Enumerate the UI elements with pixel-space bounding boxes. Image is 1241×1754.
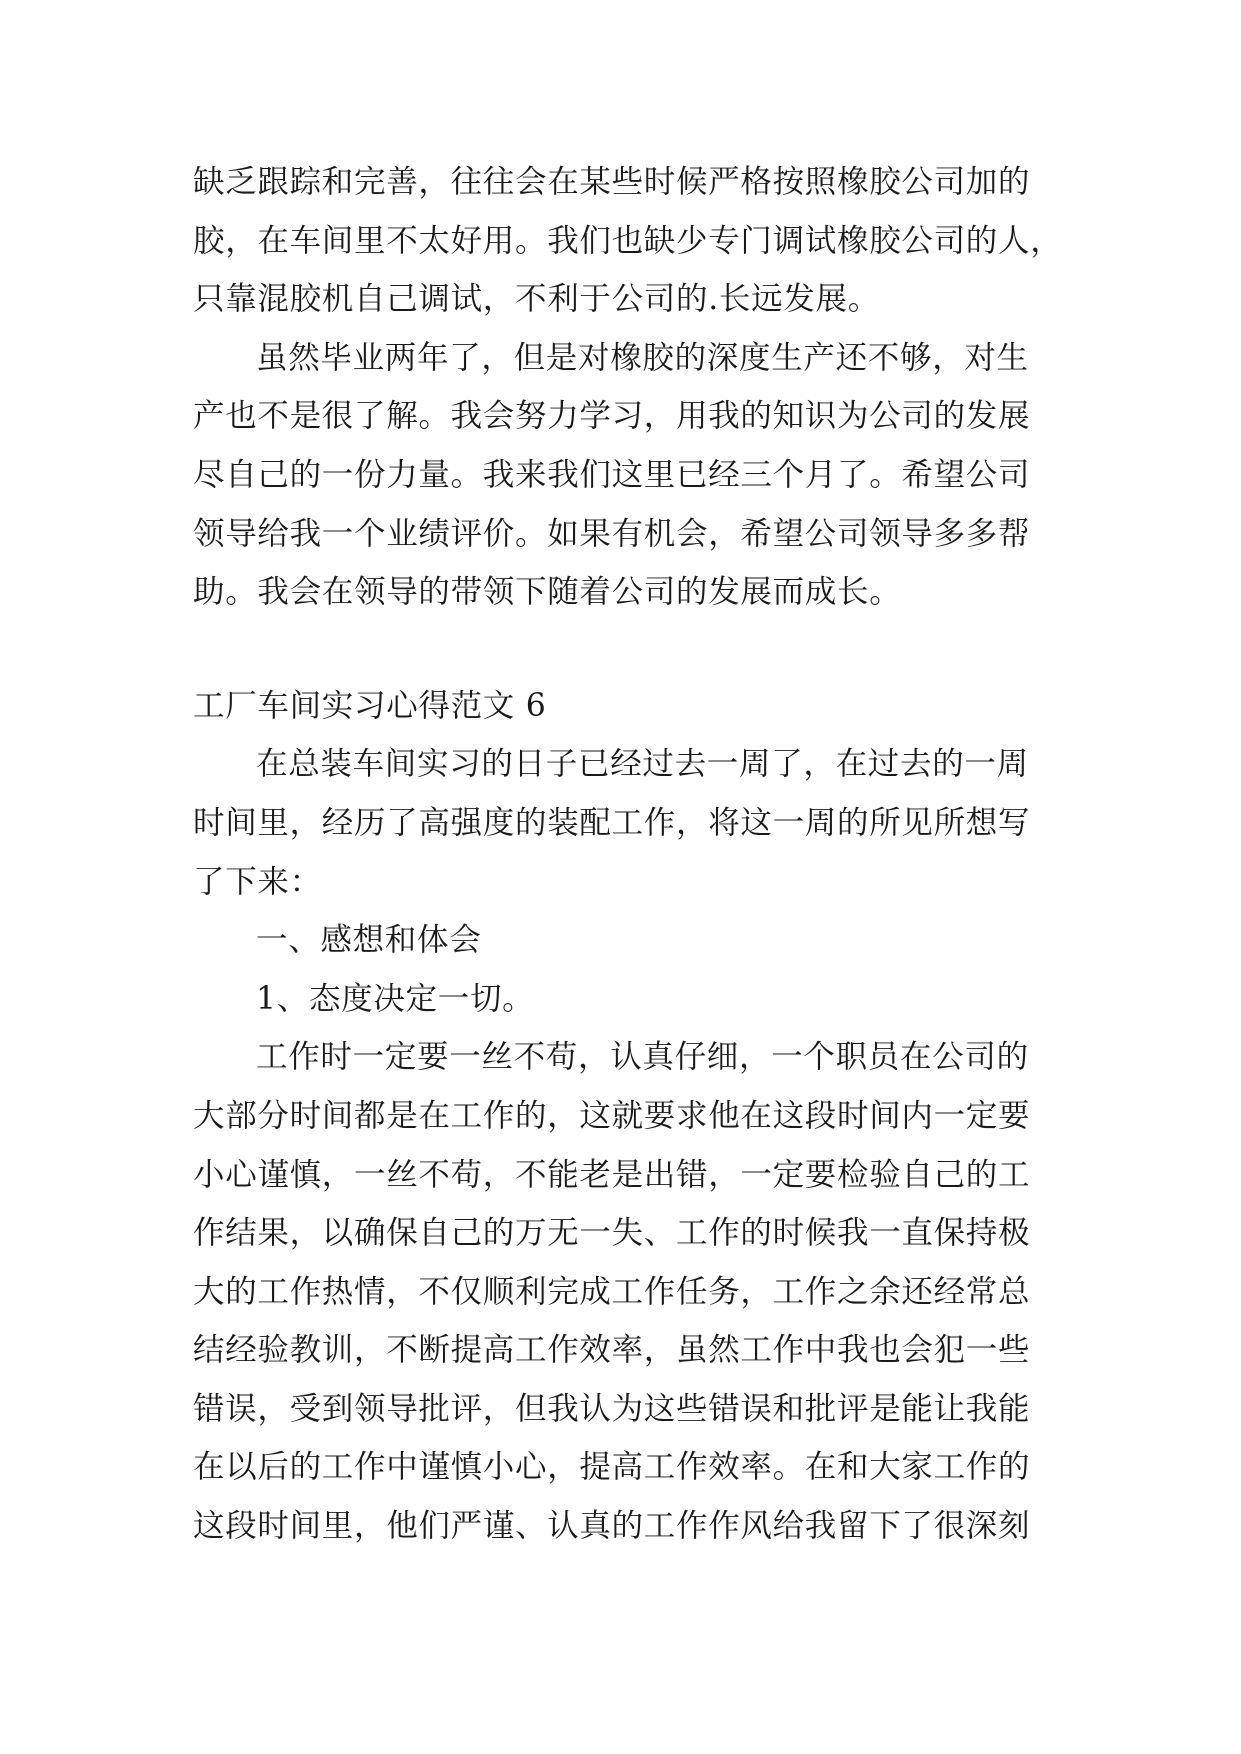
paragraph-intro: [193, 735, 1053, 911]
text-line: 大的工作热情，不仅顺利完成工作任务，工作之余还经常总: [193, 1273, 1031, 1310]
text-line: 工作时一定要一丝不苟，认真仔细，一个职员在公司的: [256, 1039, 1029, 1076]
section-title: 工厂车间实习心得范文 6: [193, 687, 547, 724]
text-line: 作结果，以确保自己的万无一失、工作的时候我一直保持极: [193, 1215, 1031, 1252]
subheading: 一、感想和体会: [256, 922, 482, 959]
text-line: 了下来：: [193, 863, 322, 900]
text-line: 这段时间里，他们严谨、认真的工作作风给我留下了很深刻: [193, 1508, 1031, 1545]
text-line: 在以后的工作中谨慎小心，提高工作效率。在和大家工作的: [193, 1449, 1031, 1486]
text-line: 只靠混胶机自己调试，不利于公司的.长远发展。: [193, 281, 880, 318]
text-line: 小心谨慎，一丝不苟，不能老是出错，一定要检验自己的工: [193, 1156, 1031, 1193]
section-spacer: [193, 622, 1053, 677]
text-line: 胶，在车间里不太好用。我们也缺少专门调试橡胶公司的人，: [193, 222, 1063, 259]
text-line: 产也不是很了解。我会努力学习，用我的知识为公司的发展: [193, 398, 1031, 435]
text-line: 时间里，经历了高强度的装配工作，将这一周的所见所想写: [193, 804, 1031, 841]
paragraph-attitude: [193, 1028, 1053, 1555]
paragraph-graduation: [193, 329, 1053, 622]
text-line: 领导给我一个业绩评价。如果有机会，希望公司领导多多帮: [193, 515, 1031, 552]
paragraph-continuation: [193, 153, 1063, 329]
text-line: 在总装车间实习的日子已经过去一周了，在过去的一周: [256, 746, 1029, 783]
text-line: 尽自己的一份力量。我来我们这里已经三个月了。希望公司: [193, 456, 1031, 493]
text-line: 助。我会在领导的带领下随着公司的发展而成长。: [193, 574, 902, 611]
text-line: 大部分时间都是在工作的，这就要求他在这段时间内一定要: [193, 1097, 1031, 1134]
document-body: [193, 153, 1063, 1556]
text-line: 结经验教训，不断提高工作效率，虽然工作中我也会犯一些: [193, 1332, 1031, 1369]
text-line: 虽然毕业两年了，但是对橡胶的深度生产还不够，对生: [256, 339, 1029, 376]
text-line: 错误，受到领导批评，但我认为这些错误和批评是能让我能: [193, 1390, 1031, 1427]
text-line: 缺乏跟踪和完善，往往会在某些时候严格按照橡胶公司加的: [193, 164, 1031, 200]
numbered-point: 1、态度决定一切。: [256, 980, 535, 1017]
